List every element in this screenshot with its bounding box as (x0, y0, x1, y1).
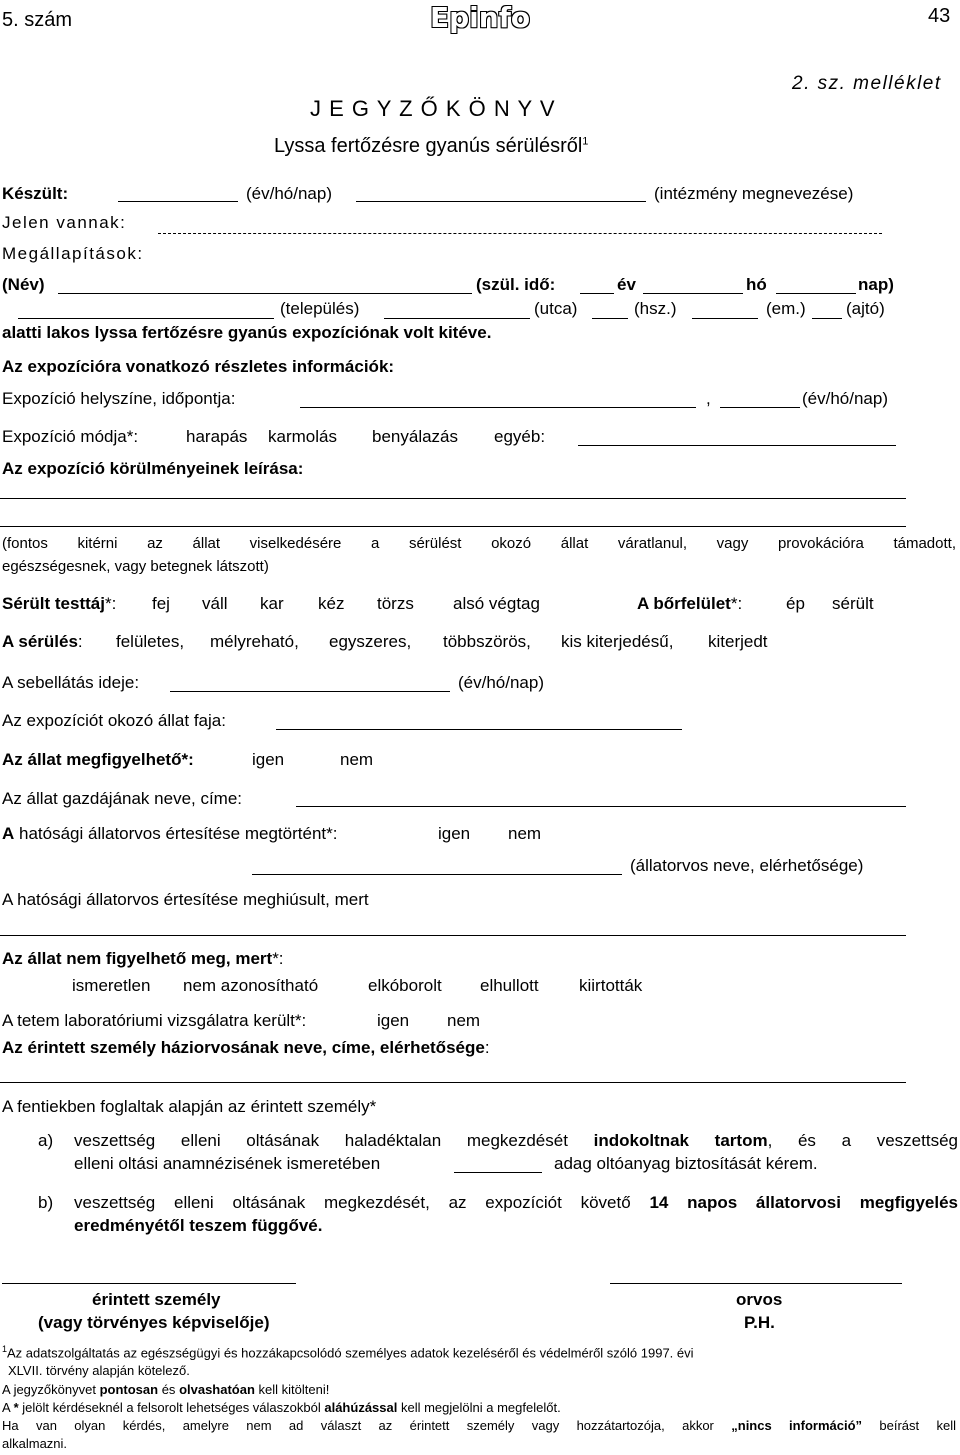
signature-left-sub: (vagy törvényes képviselője) (38, 1313, 270, 1332)
not-observable-unknown[interactable]: ismeretlen (72, 976, 151, 995)
not-observable-culled[interactable]: kiirtották (579, 976, 643, 995)
owner-line[interactable] (296, 806, 906, 807)
decision-b-marker[interactable]: b) (38, 1193, 54, 1212)
injury-option-extensive[interactable]: kiterjedt (708, 632, 768, 651)
gp-line[interactable] (0, 1082, 906, 1083)
lab-label: A tetem laboratóriumi vizsgálatra került*: (2, 1011, 307, 1030)
observable-yes[interactable]: igen (252, 750, 285, 769)
document-subtitle: Lyssa fertőzésre gyanús sérülésről$^1$ (274, 135, 589, 157)
street-line[interactable] (592, 318, 628, 319)
year-label: év (617, 275, 636, 294)
footnote-mark: 1 (582, 135, 589, 148)
annex-label: 2. sz. melléklet (792, 73, 942, 94)
name-label: (Név) (2, 275, 45, 294)
footnote-4-line-1: Ha van olyan kérdés, amelyre nem ad választ az érintett személy vagy hozzátartozója, akkor „nincs információ” beírást kell (2, 1418, 956, 1433)
skin-option-intact[interactable]: ép (786, 594, 805, 613)
injury-option-deep[interactable]: mélyreható, (210, 632, 299, 651)
injury-option-superficial[interactable]: felületes, (116, 632, 185, 651)
not-observable-label: Az állat nem figyelhető meg, mert*: (2, 949, 284, 968)
made-institution-line[interactable] (356, 201, 646, 202)
birth-year-line[interactable] (580, 293, 614, 294)
page-number: 43 (928, 5, 951, 27)
owner-label: Az állat gazdájának neve, címe: (2, 789, 243, 808)
issue-number: 5. szám (2, 9, 73, 31)
footnote-3: A * jelölt kérdéseknél a felsorolt lehetséges válaszokból aláhúzással kell megjelölni a megfelelőt. (2, 1400, 561, 1415)
mode-option-saliva[interactable]: benyálazás (372, 427, 459, 446)
birth-month-line[interactable] (643, 293, 743, 294)
vet-notified-label: A hatósági állatorvos értesítése megtörtént*: (2, 824, 338, 843)
body-part-shoulder[interactable]: váll (202, 594, 228, 613)
birth-label: (szül. idő: (476, 275, 556, 294)
not-observable-dead[interactable]: elhullott (480, 976, 539, 995)
exposure-place-line[interactable] (300, 407, 696, 408)
epinfo-logo: Epinfo (430, 1, 531, 34)
street-label: (utca) (534, 299, 578, 318)
not-observable-unidentifiable[interactable]: nem azonosítható (183, 976, 319, 995)
dose-line[interactable] (454, 1172, 542, 1173)
injury-option-multiple[interactable]: többszörös, (443, 632, 531, 651)
body-part-head[interactable]: fej (152, 594, 170, 613)
findings-label: Megállapítások: (2, 244, 144, 263)
signature-right-title: orvos (736, 1290, 783, 1309)
injury-option-single[interactable]: egyszeres, (329, 632, 412, 651)
circumstances-line-2[interactable] (0, 526, 906, 527)
footnote-1-line-2: XLVII. törvény alapján kötelező. (8, 1363, 190, 1378)
injury-label: A sérülés: (2, 632, 83, 651)
care-time-label: A sebellátás ideje: (2, 673, 140, 692)
mode-option-bite[interactable]: harapás (186, 427, 248, 446)
comma: , (706, 389, 711, 408)
settlement-line[interactable] (384, 318, 530, 319)
exposure-heading: Az expozícióra vonatkozó részletes információk: (2, 357, 395, 376)
footnote-1-line-1: $^1$Az adatszolgáltatás az egészségügyi és hozzákapcsolódó személyes adatok kezeléséről és védelméről szóló 1997. évi (2, 1344, 694, 1361)
vet-failed-line[interactable] (0, 935, 906, 936)
circumstances-note-1: (fontos kitérni az állat viselkedésére a sérülést okozó állat váratlanul, vagy provokációra támadott, (2, 535, 956, 552)
house-line[interactable] (692, 318, 758, 319)
circumstances-note-2: egészségesnek, vagy betegnek látszott) (2, 558, 269, 575)
circumstances-line-1[interactable] (0, 498, 906, 499)
vet-name-line[interactable] (252, 874, 622, 875)
address-pre-line[interactable] (18, 318, 274, 319)
day-label: nap) (858, 275, 894, 294)
mode-option-scratch[interactable]: karmolás (268, 427, 337, 446)
exposure-date-label: (év/hó/nap) (802, 389, 888, 408)
decision-intro: A fentiekben foglaltak alapján az érintett személy* (2, 1097, 377, 1116)
floor-label: (em.) (766, 299, 806, 318)
stamp-label: P.H. (744, 1313, 775, 1332)
body-part-lower-limb[interactable]: alsó végtag (453, 594, 540, 613)
signature-line-right[interactable] (610, 1283, 902, 1284)
decision-b-line-2: eredményétől teszem függővé. (74, 1216, 323, 1235)
observable-label: Az állat megfigyelhető*: (2, 750, 194, 769)
exposure-place-label: Expozíció helyszíne, időpontja: (2, 389, 236, 408)
present-line[interactable] (158, 233, 882, 234)
made-date-label: (év/hó/nap) (246, 184, 332, 203)
exposure-statement: alatti lakos lyssa fertőzésre gyanús expozíciónak volt kitéve. (2, 323, 492, 342)
floor-line[interactable] (812, 318, 842, 319)
lab-yes[interactable]: igen (377, 1011, 410, 1030)
gp-label: Az érintett személy háziorvosának neve, címe, elérhetősége: (2, 1038, 490, 1057)
lab-no[interactable]: nem (447, 1011, 481, 1030)
present-label: Jelen vannak: (2, 213, 127, 232)
vet-failed-label: A hatósági állatorvos értesítése meghiúsult, mert (2, 890, 369, 909)
footnote-4-line-2: alkalmazni. (2, 1436, 68, 1451)
mode-other-line[interactable] (578, 445, 896, 446)
decision-a-line-1: veszettség elleni oltásának haladéktalan megkezdését indokoltnak tartom, és a veszettség (74, 1131, 958, 1150)
settlement-label: (település) (280, 299, 360, 318)
document-title: J E G Y Z Ő K Ö N Y V (310, 96, 556, 121)
skin-option-injured[interactable]: sérült (832, 594, 874, 613)
made-date-line[interactable] (118, 201, 238, 202)
signature-left-title: érintett személy (92, 1290, 221, 1309)
name-line[interactable] (58, 293, 472, 294)
month-label: hó (746, 275, 767, 294)
vet-name-label: (állatorvos neve, elérhetősége) (630, 856, 864, 875)
body-part-arm[interactable]: kar (260, 594, 284, 613)
made-label: Készült: (2, 184, 69, 203)
exposure-mode-label: Expozíció módja*: (2, 427, 139, 446)
signature-line-left[interactable] (2, 1283, 296, 1284)
injury-option-small[interactable]: kis kiterjedésű, (561, 632, 674, 651)
decision-a-line-2-pre: elleni oltási anamnézisének ismeretében (74, 1154, 381, 1173)
decision-a-line-2-post: adag oltóanyag biztosítását kérem. (554, 1154, 818, 1173)
vet-notified-no[interactable]: nem (508, 824, 542, 843)
mode-option-other[interactable]: egyéb: (494, 427, 546, 446)
vet-notified-yes[interactable]: igen (438, 824, 471, 843)
skin-label: A bőrfelület*: (637, 594, 743, 613)
made-institution-label: (intézmény megnevezése) (654, 184, 854, 203)
body-part-label: Sérült testtáj*: (2, 594, 117, 613)
decision-b-line-1: veszettség elleni oltásának megkezdését, az expozíciót követő 14 napos állatorvosi megfigyelés (74, 1193, 958, 1212)
circumstances-label: Az expozíció körülményeinek leírása: (2, 459, 304, 478)
body-part-trunk[interactable]: törzs (377, 594, 414, 613)
footnote-2: A jegyzőkönyvet pontosan és olvashatóan kell kitölteni! (2, 1382, 330, 1397)
house-label: (hsz.) (634, 299, 677, 318)
care-time-date: (év/hó/nap) (458, 673, 544, 692)
not-observable-stray[interactable]: elkóborolt (368, 976, 442, 995)
door-label: (ajtó) (846, 299, 885, 318)
exposure-date-line[interactable] (720, 407, 800, 408)
decision-a-marker[interactable]: a) (38, 1131, 54, 1150)
species-line[interactable] (276, 729, 682, 730)
care-time-line[interactable] (170, 691, 450, 692)
body-part-hand[interactable]: kéz (318, 594, 345, 613)
birth-day-line[interactable] (776, 293, 856, 294)
observable-no[interactable]: nem (340, 750, 374, 769)
species-label: Az expozíciót okozó állat faja: (2, 711, 226, 730)
